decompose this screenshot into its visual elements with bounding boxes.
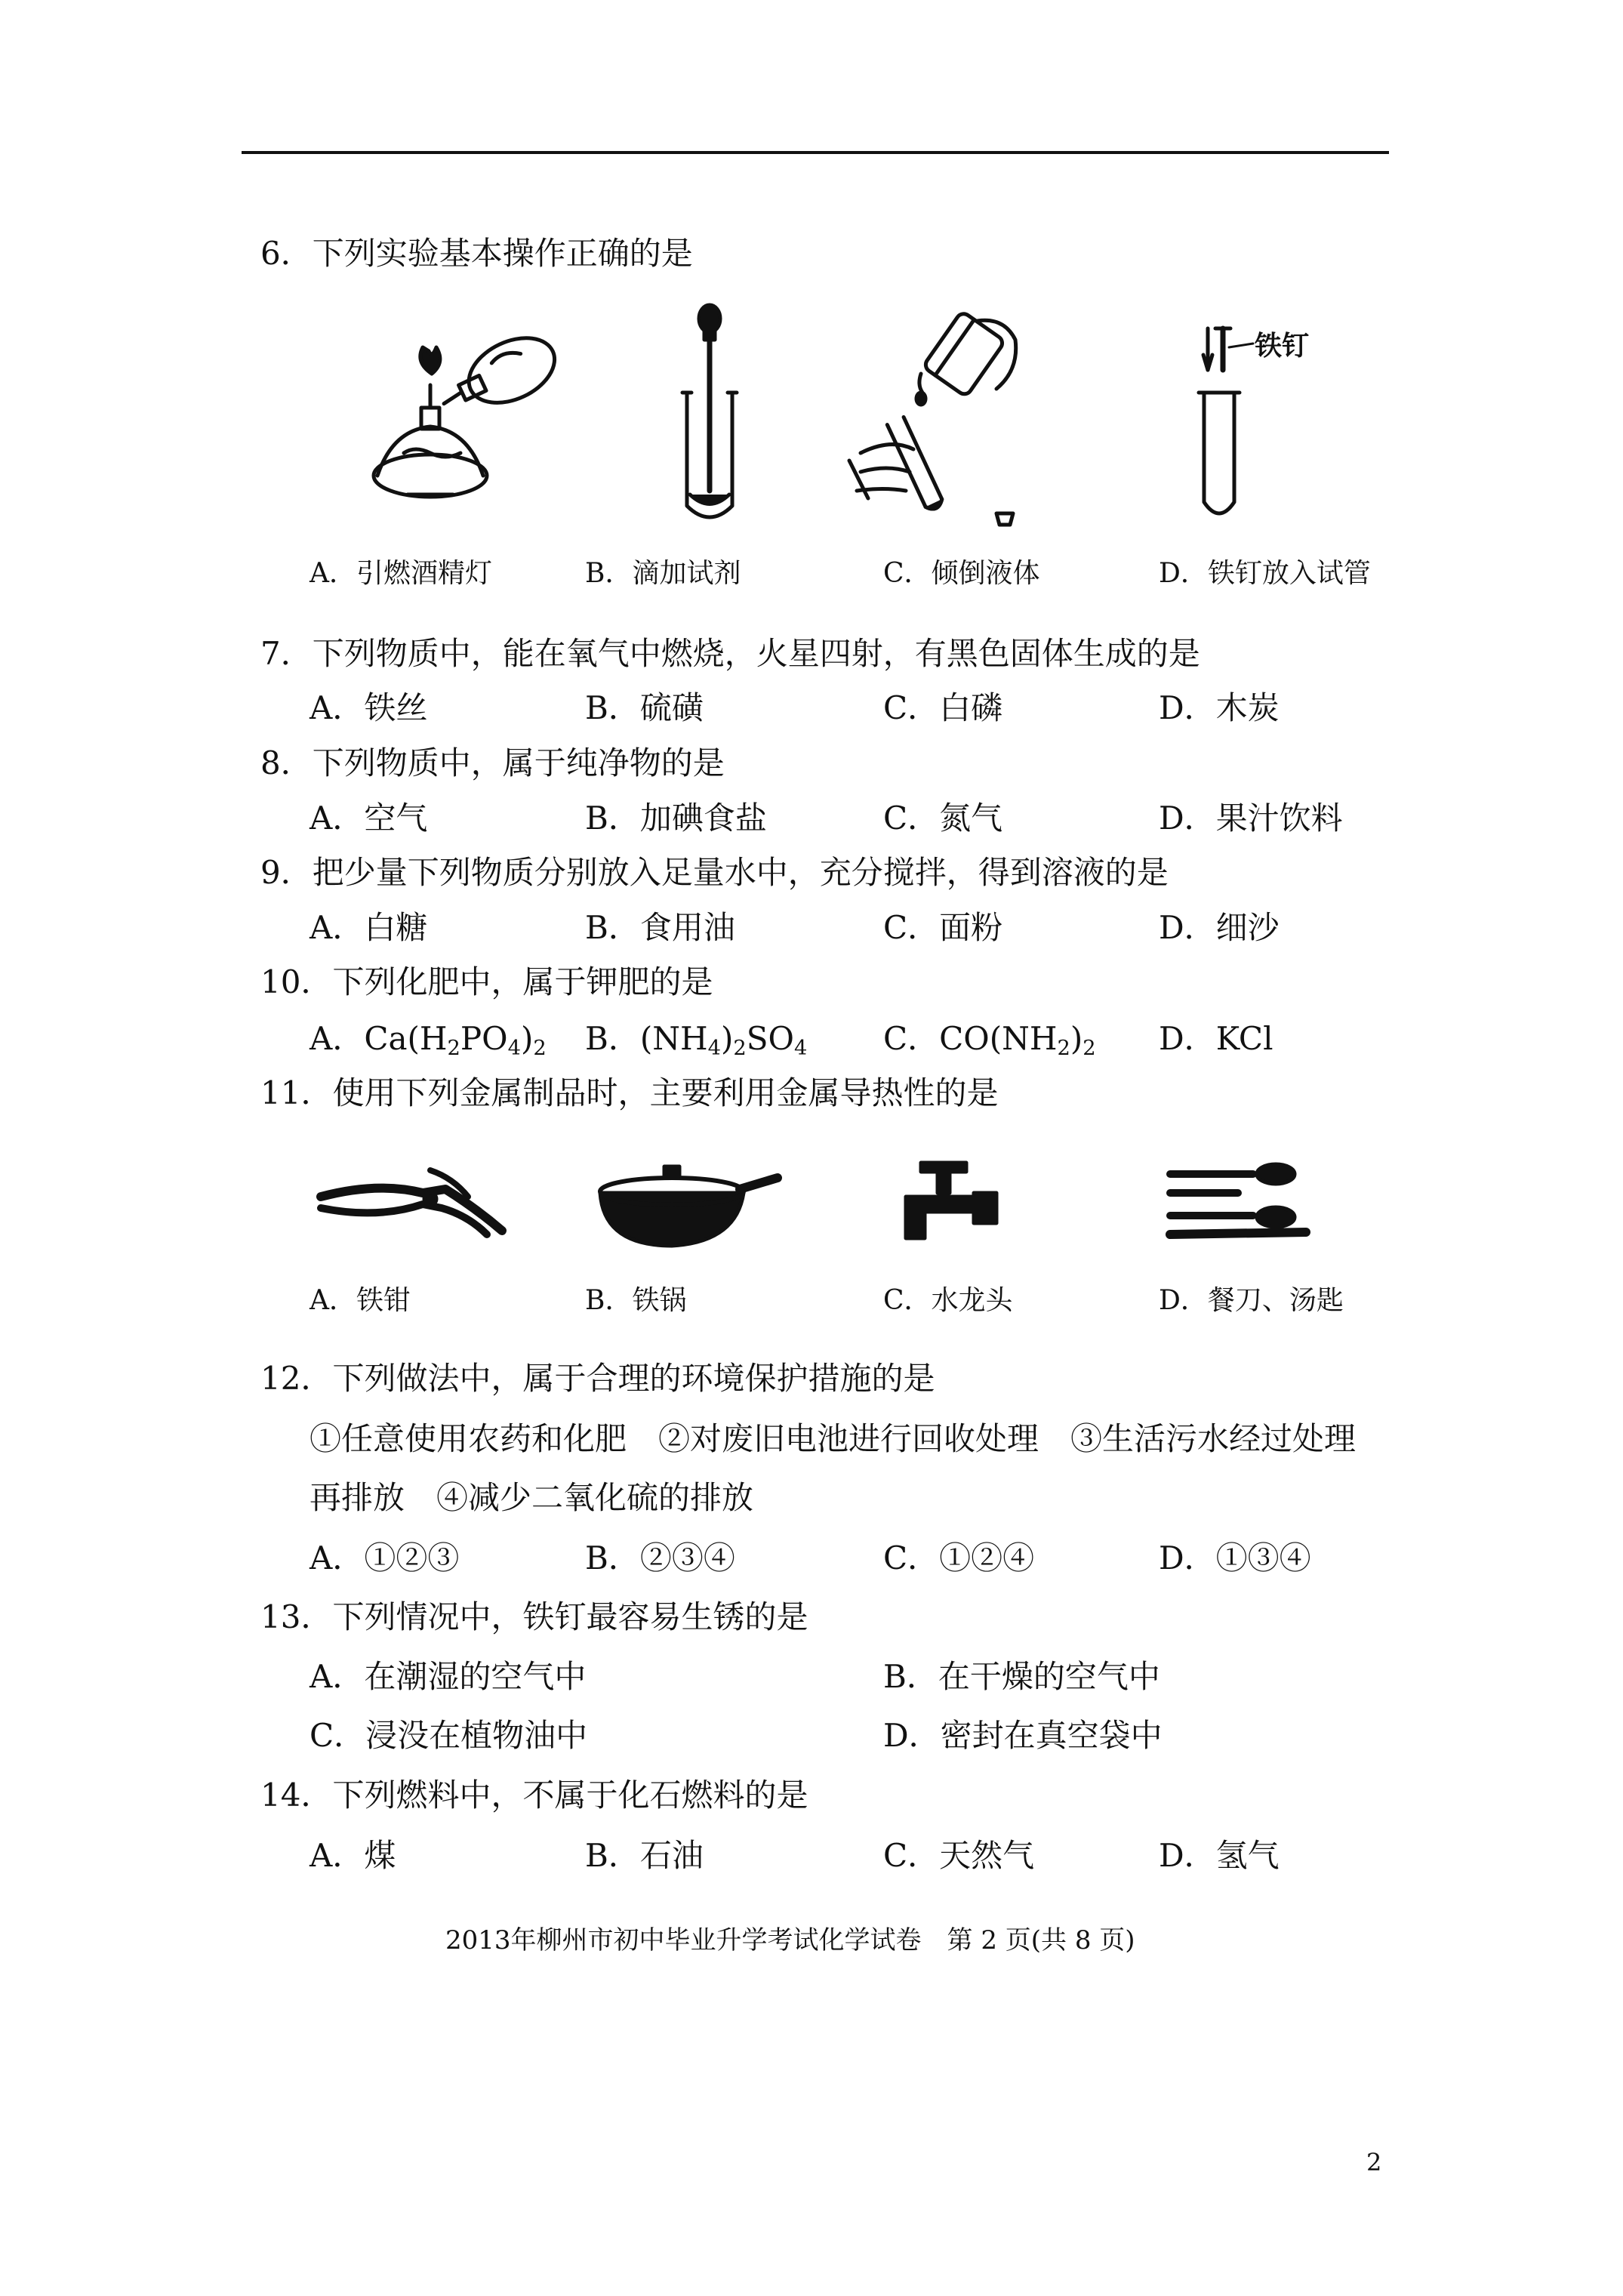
q7-option-c: C．白磷 xyxy=(883,689,1003,726)
q11-stem: 11．使用下列金属制品时，主要利用金属导热性的是 xyxy=(260,1074,999,1111)
page-number: 2 xyxy=(1366,2148,1382,2177)
q12-option-d: D．①③④ xyxy=(1159,1539,1311,1576)
q10-option-a: A．$Ca(H_2PO_4)_2$ xyxy=(310,1020,547,1060)
q6-caption-c: C．倾倒液体 xyxy=(883,558,1040,589)
q11-caption-a: A．铁钳 xyxy=(310,1285,411,1316)
q6-stem: 6．下列实验基本操作正确的是 xyxy=(260,235,693,272)
q14-option-d: D．氢气 xyxy=(1159,1837,1280,1874)
q8-option-d: D．果汁饮料 xyxy=(1159,800,1343,837)
q12-stem: 12．下列做法中，属于合理的环境保护措施的是 xyxy=(260,1360,935,1397)
q12-option-c: C．①②④ xyxy=(883,1539,1035,1576)
q10-stem: 10．下列化肥中，属于钾肥的是 xyxy=(260,963,713,1000)
q11-caption-d: D．餐刀、汤匙 xyxy=(1159,1285,1344,1316)
q10-option-d: D．KCl xyxy=(1159,1020,1273,1057)
q12-option-b: B．②③④ xyxy=(585,1539,735,1576)
q9-stem: 9．把少量下列物质分别放入足量水中，充分搅拌，得到溶液的是 xyxy=(260,854,1169,891)
q6-caption-d: D．铁钉放入试管 xyxy=(1159,558,1371,589)
q7-option-b: B．硫磺 xyxy=(585,689,704,726)
q12-option-a: A．①②③ xyxy=(310,1539,460,1576)
q8-option-b: B．加碘食盐 xyxy=(585,800,767,837)
q9-option-d: D．细沙 xyxy=(1159,909,1280,946)
q8-option-c: C．氮气 xyxy=(883,800,1003,837)
q6-figure-d-nail xyxy=(1193,325,1344,529)
q8-stem: 8．下列物质中，属于纯净物的是 xyxy=(260,744,725,781)
q6-figure-c-pouring xyxy=(845,310,1027,529)
q11-figure-d-knife-spoon xyxy=(1163,1163,1313,1246)
q7-stem: 7．下列物质中，能在氧气中燃烧，火星四射，有黑色固体生成的是 xyxy=(260,635,1200,672)
q12-line3: 再排放 ④减少二氧化硫的排放 xyxy=(310,1479,754,1516)
q6-figure-b-dropper xyxy=(664,302,755,529)
q6-figure-a-alcohol-lamp xyxy=(362,332,536,513)
q13-option-a: A．在潮湿的空气中 xyxy=(310,1658,587,1695)
q6-nail-label: 铁钉 xyxy=(1255,331,1310,362)
q11-figure-a-pliers xyxy=(317,1163,513,1246)
q13-option-b: B．在干燥的空气中 xyxy=(883,1658,1160,1695)
q12-line2: ①任意使用农药和化肥 ②对废旧电池进行回收处理 ③生活污水经过处理 xyxy=(310,1420,1357,1457)
q13-option-d: D．密封在真空袋中 xyxy=(883,1717,1163,1754)
page-footer: 2013年柳州市初中毕业升学考试化学试卷 第 2 页(共 8 页) xyxy=(445,1925,1135,1955)
q6-caption-a: A．引燃酒精灯 xyxy=(310,558,492,589)
q9-option-a: A．白糖 xyxy=(310,909,428,946)
q9-option-c: C．面粉 xyxy=(883,909,1003,946)
q14-option-a: A．煤 xyxy=(310,1837,396,1874)
q14-option-c: C．天然气 xyxy=(883,1837,1035,1874)
q7-option-d: D．木炭 xyxy=(1159,689,1280,726)
q10-option-c: C．$CO(NH_2)_2$ xyxy=(883,1020,1096,1060)
q10-option-b: B．$(NH_4)_2SO_4$ xyxy=(585,1020,808,1060)
q13-stem: 13．下列情况中，铁钉最容易生锈的是 xyxy=(260,1598,808,1635)
q13-option-c: C．浸没在植物油中 xyxy=(310,1717,588,1754)
q14-option-b: B．石油 xyxy=(585,1837,704,1874)
q11-caption-c: C．水龙头 xyxy=(883,1285,1013,1316)
q11-figure-c-faucet xyxy=(891,1155,1012,1253)
q9-option-b: B．食用油 xyxy=(585,909,735,946)
q6-caption-b: B．滴加试剂 xyxy=(585,558,741,589)
header-rule xyxy=(242,151,1389,154)
q11-figure-b-wok xyxy=(589,1163,785,1253)
q7-option-a: A．铁丝 xyxy=(310,689,428,726)
q14-stem: 14．下列燃料中，不属于化石燃料的是 xyxy=(260,1777,808,1814)
q8-option-a: A．空气 xyxy=(310,800,428,837)
q11-caption-b: B．铁锅 xyxy=(585,1285,687,1316)
